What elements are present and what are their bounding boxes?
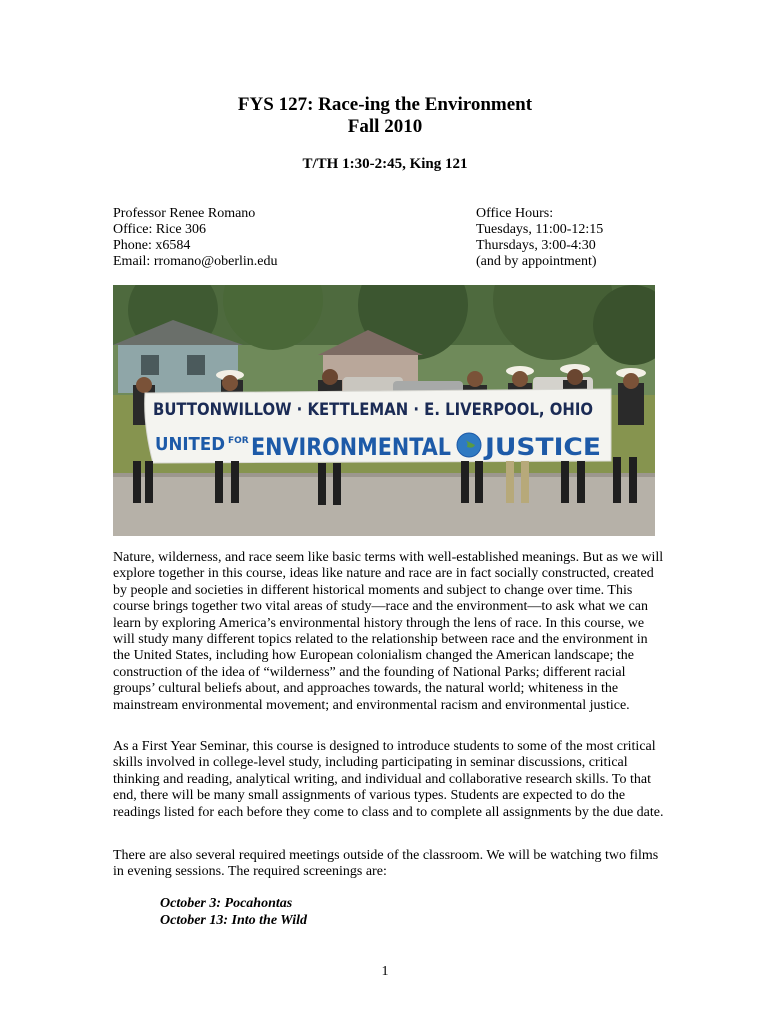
office-hours-thursday: Thursdays, 3:00-4:30 xyxy=(476,238,596,253)
office-hours-heading: Office Hours: xyxy=(476,206,554,221)
office-location: Office: Rice 306 xyxy=(113,222,207,237)
banner-justice-text: JUSTICE xyxy=(482,433,601,461)
banner-top-text: BUTTONWILLOW · KETTLEMAN · E. LIVERPOOL, OHIO xyxy=(153,400,593,420)
banner-united-text: UNITED xyxy=(155,434,225,455)
office-hours-tuesday: Tuesdays, 11:00-12:15 xyxy=(476,222,604,237)
intro-paragraph: Nature, wilderness, and race seem like basic terms with well-established meanings. But as we will explore together in this course, ideas like nature and race are in fact socially constructed, created by people and societies in different historical moments and subject to change over time. This course brings together two vital areas of study—race and the environment—to ask what we can learn by exploring America’s environmental history through the lens of race. In this course, we will study many different topics related to the relationship between race and the environment in the United States, including how European colonialism changed the American landscape; the construction of the idea of “wilderness” and the founding of National Parks; different racial groups’ cultural beliefs about, and approaches towards, the natural world; whiteness in the mainstream environmental movement; and environmental racism and environmental justice. xyxy=(113,550,664,713)
banner-for-text: FOR xyxy=(228,436,249,446)
office-hours-appointment: (and by appointment) xyxy=(476,254,597,269)
screening-item: October 3: Pocahontas xyxy=(160,896,293,911)
email-address: Email: rromano@oberlin.edu xyxy=(113,254,278,269)
seminar-paragraph: As a First Year Seminar, this course is designed to introduce students to some of the most critical skills involved in college-level study, including participating in seminar discussions, critical thinking and reading, analytical writing, and individual and collaborative research skills. To that end, there will be many small assignments of various types. Students are expected to do the readings listed for each before they come to class and to complete all assignments by the due date. xyxy=(113,739,664,820)
course-term: Fall 2010 xyxy=(347,116,423,137)
banner-environmental-text: ENVIRONMENTAL xyxy=(251,433,451,461)
screenings-list xyxy=(160,895,307,929)
screenings-paragraph: There are also several required meetings outside of the classroom. We will be watching two films in evening sessions. The required screenings are: xyxy=(113,848,659,880)
professor-contact xyxy=(113,206,278,270)
environmental-justice-photo xyxy=(113,285,655,536)
course-title: FYS 127: Race-ing the Environment xyxy=(237,94,533,115)
course-schedule: T/TH 1:30-2:45, King 121 xyxy=(302,156,468,172)
screening-item: October 13: Into the Wild xyxy=(160,913,308,928)
page-number: 1 xyxy=(381,964,389,979)
office-hours xyxy=(476,206,603,270)
phone-number: Phone: x6584 xyxy=(113,238,191,253)
professor-name: Professor Renee Romano xyxy=(113,206,256,221)
